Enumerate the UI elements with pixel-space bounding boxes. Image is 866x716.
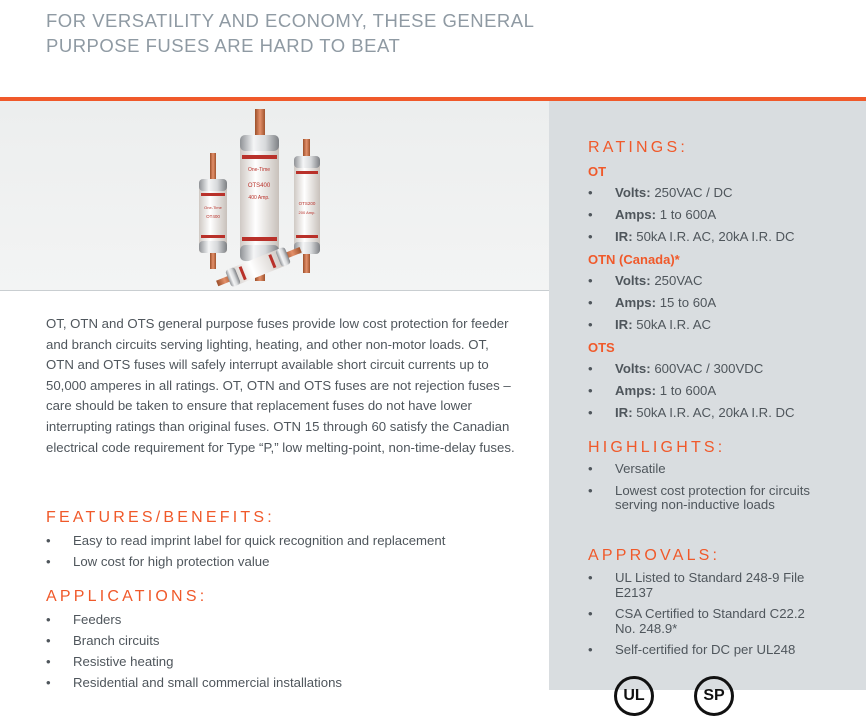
list-item: • Branch circuits (46, 630, 342, 651)
list-item: • Self-certified for DC per UL248 (588, 643, 818, 658)
rating-row: • Volts: 250VAC / DC (588, 182, 856, 204)
list-item: • Easy to read imprint label for quick recognition and replacement (46, 530, 445, 551)
headline-line-2: PURPOSE FUSES ARE HARD TO BEAT (46, 35, 401, 56)
product-photo (0, 101, 549, 291)
rating-row: • Amps: 1 to 600A (588, 380, 856, 402)
page-headline (46, 8, 646, 58)
applications-list (46, 609, 342, 693)
list-item: • Feeders (46, 609, 342, 630)
rating-row: • IR: 50kA I.R. AC, 20kA I.R. DC (588, 402, 856, 424)
ratings-heading: RATINGS: (588, 139, 688, 156)
rating-row: • Amps: 15 to 60A (588, 292, 856, 314)
rating-row: • Volts: 250VAC (588, 270, 856, 292)
list-item: • Low cost for high protection value (46, 551, 445, 572)
rating-row: • Amps: 1 to 600A (588, 204, 856, 226)
fuse-model-text: OT400 (206, 214, 220, 219)
list-item: • UL Listed to Standard 248-9 File E2137 (588, 571, 818, 600)
fuse-brand-text: One-Time (247, 167, 271, 173)
fuse-model-text: OTS200 (298, 201, 316, 206)
fuse-amp-text: 400 Amp. (248, 195, 270, 201)
rating-group-ots: OTS (588, 340, 615, 355)
approvals-list (588, 571, 856, 665)
rating-list-ot (588, 182, 856, 248)
product-description: OT, OTN and OTS general purpose fuses provide low cost protection for feeder and branch circuits serving lighting, heating, and other non-motor loads. OT, OTN and OTS fuses will safely interrupt available short circuit currents up to 50,000 amperes in all ratings. OT, OTN and OTS fuses are not rejection fuses – care should be taken to ensure that replacement fuses do not have lower interrupting ratings than original fuses. OTN 15 through 60 satisfy the Canadian electrical code requirement for Type “P,” low melting-point, non-time-delay fuses. (46, 316, 515, 455)
csa-logo: SP (694, 676, 734, 716)
headline-line-1: FOR VERSATILITY AND ECONOMY, THESE GENERAL (46, 10, 535, 31)
rating-row: • IR: 50kA I.R. AC, 20kA I.R. DC (588, 226, 856, 248)
rating-row: • IR: 50kA I.R. AC (588, 314, 856, 336)
list-item: • Residential and small commercial installations (46, 672, 342, 693)
features-list (46, 530, 445, 572)
rating-group-ot: OT (588, 164, 607, 179)
applications-heading: APPLICATIONS: (46, 588, 208, 605)
rating-list-otn (588, 270, 856, 336)
fuse-model-text: OTS400 (247, 183, 271, 189)
rating-list-ots (588, 358, 856, 424)
fuse-small-left (199, 153, 227, 269)
photo-bottom-border (0, 290, 549, 291)
highlights-list (588, 462, 856, 520)
fuse-amp-text: 200 Amp. (298, 210, 316, 215)
fuse-brand-text: One-Time (204, 205, 222, 210)
rating-group-otn: OTN (Canada)* (588, 252, 680, 267)
ul-logo: UL (614, 676, 654, 716)
list-item: • Resistive heating (46, 651, 342, 672)
list-item: • Lowest cost protection for circuits serving non-inductive loads (588, 484, 818, 513)
rating-row: • Volts: 600VAC / 300VDC (588, 358, 856, 380)
list-item: • CSA Certified to Standard C22.2 No. 248.9* (588, 607, 818, 636)
highlights-heading: HIGHLIGHTS: (588, 439, 726, 456)
list-item: • Versatile (588, 462, 856, 477)
approvals-heading: APPROVALS: (588, 547, 721, 564)
features-heading: FEATURES/BENEFITS: (46, 509, 275, 526)
fuses-illustration (0, 101, 549, 291)
